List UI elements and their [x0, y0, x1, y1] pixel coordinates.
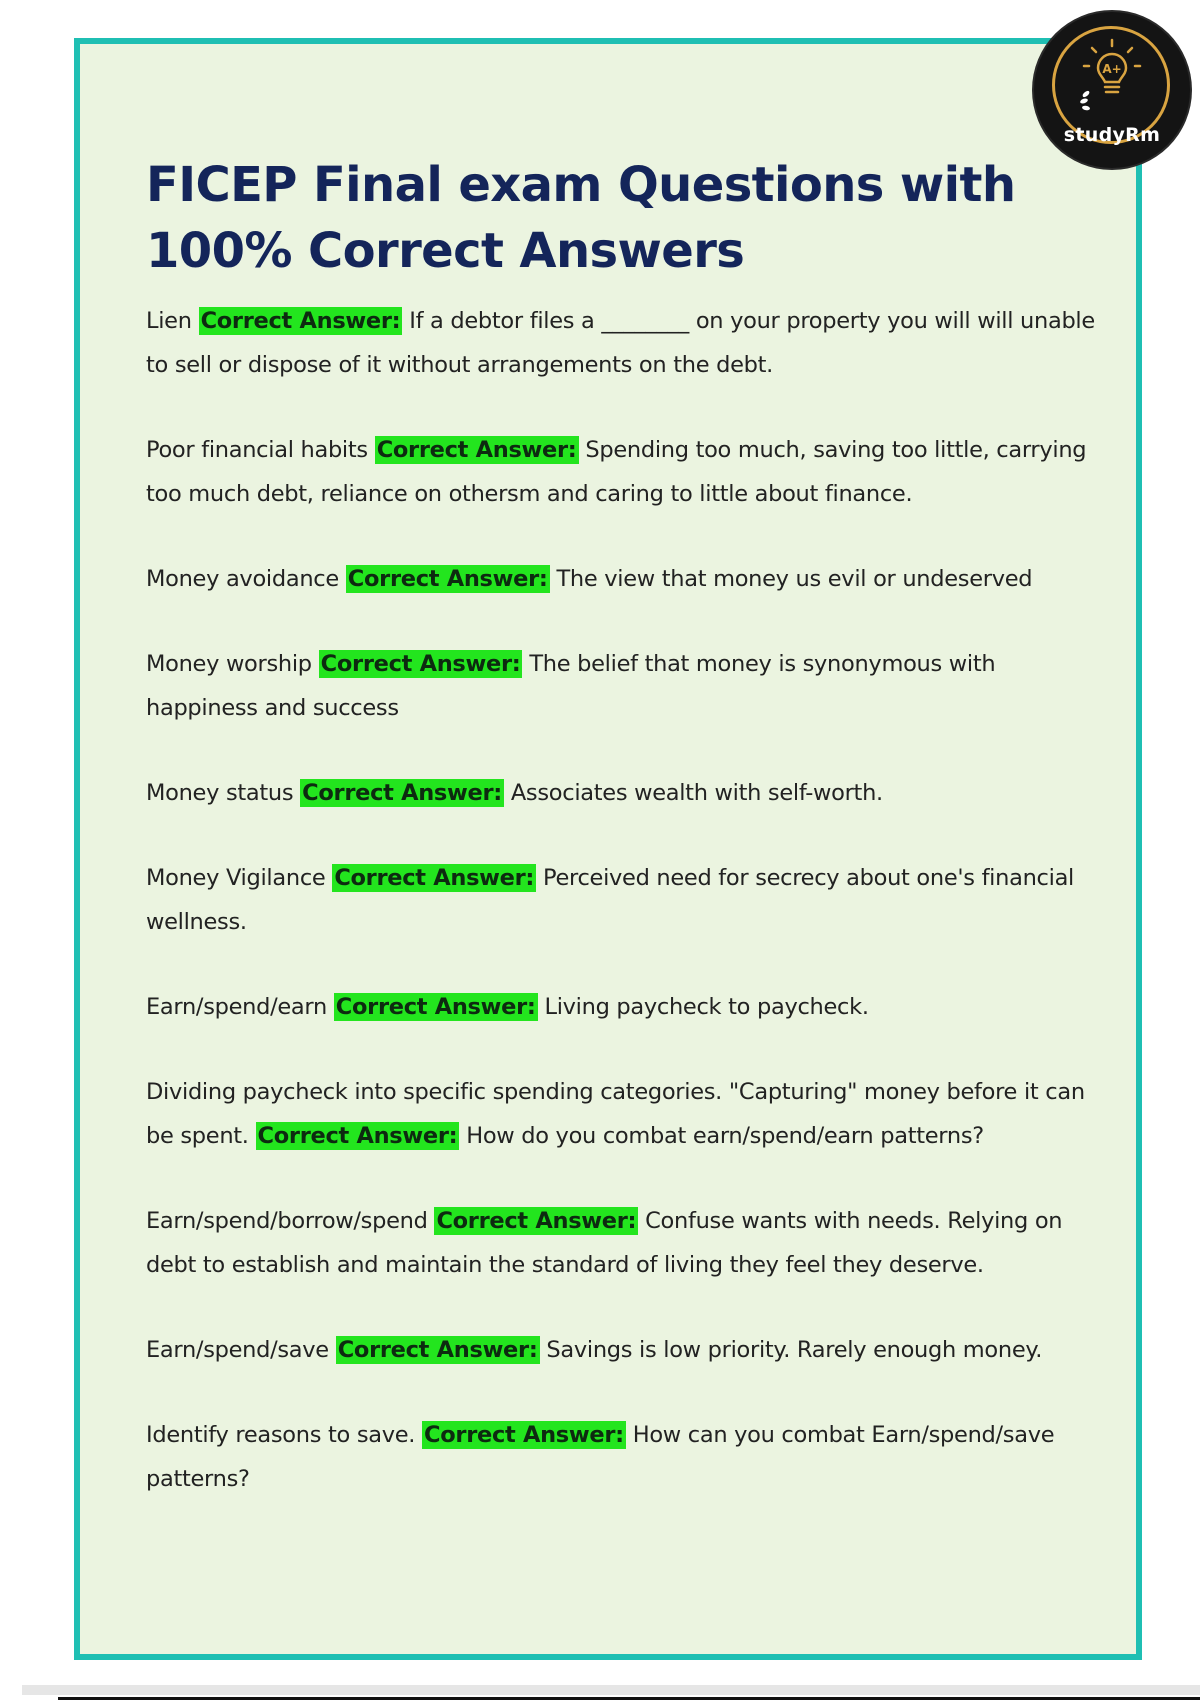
qa-item — [146, 1199, 1096, 1287]
qa-item — [146, 1070, 1096, 1158]
qa-term: Poor financial habits — [146, 437, 368, 463]
qa-item — [146, 642, 1096, 730]
correct-answer-label: Correct Answer: — [347, 566, 548, 592]
qa-term: Identify reasons to save. — [146, 1422, 416, 1448]
qa-term: Earn/spend/earn — [146, 994, 327, 1020]
qa-item — [146, 428, 1096, 516]
correct-answer-label: Correct Answer: — [334, 865, 535, 891]
qa-answer: The belief that money is synonymous with happiness and success — [146, 651, 996, 721]
page-bottom-edge — [22, 1685, 1200, 1695]
page-title: FICEP Final exam Questions with 100% Correct Answers — [146, 157, 1016, 279]
qa-item — [146, 856, 1096, 944]
qa-answer: Confuse wants with needs. Relying on debt to establish and maintain the standard of living they feel they deserve. — [146, 1208, 1063, 1278]
qa-term: Lien — [146, 308, 192, 334]
qa-term: Dividing paycheck into specific spending categories. "Capturing" money before it can be spent. — [146, 1079, 1085, 1149]
qa-answer: Savings is low priority. Rarely enough money. — [546, 1337, 1043, 1363]
qa-item — [146, 557, 1096, 601]
correct-answer-label: Correct Answer: — [424, 1422, 624, 1448]
qa-term: Money worship — [146, 651, 312, 677]
qa-term: Earn/spend/save — [146, 1337, 329, 1363]
logo-wordmark: studyRm — [1063, 124, 1161, 146]
logo-badge: A+ — [1102, 62, 1122, 76]
lightbulb-icon — [1074, 38, 1150, 118]
qa-answer: Perceived need for secrecy about one's financial wellness. — [146, 865, 1075, 935]
qa-answer: Associates wealth with self-worth. — [510, 780, 883, 806]
correct-answer-label: Correct Answer: — [320, 651, 521, 677]
correct-answer-label: Correct Answer: — [337, 1337, 538, 1363]
correct-answer-label: Correct Answer: — [257, 1123, 458, 1149]
qa-item — [146, 1328, 1096, 1372]
qa-term: Money Vigilance — [146, 865, 326, 891]
qa-item — [146, 1413, 1096, 1501]
qa-item — [146, 985, 1096, 1029]
correct-answer-label: Correct Answer: — [436, 1208, 637, 1234]
qa-answer: The view that money us evil or undeserved — [556, 566, 1033, 592]
correct-answer-label: Correct Answer: — [200, 308, 401, 334]
correct-answer-label: Correct Answer: — [376, 437, 577, 463]
correct-answer-label: Correct Answer: — [335, 994, 536, 1020]
correct-answer-label: Correct Answer: — [302, 780, 502, 806]
qa-answer: How can you combat Earn/spend/save patterns? — [146, 1422, 1055, 1492]
qa-term: Earn/spend/borrow/spend — [146, 1208, 428, 1234]
qa-answer: Living paycheck to paycheck. — [544, 994, 869, 1020]
qa-list — [146, 299, 1096, 1542]
qa-item — [146, 771, 1096, 815]
qa-answer: Spending too much, saving too little, carrying too much debt, reliance on othersm and caring to little about finance. — [146, 437, 1087, 507]
qa-item — [146, 299, 1096, 387]
qa-answer: How do you combat earn/spend/earn patterns? — [466, 1123, 984, 1149]
qa-answer: If a debtor files a ________ on your property you will will unable to sell or dispose of it without arrangements on the debt. — [146, 308, 1095, 378]
studyrm-logo — [1034, 12, 1190, 168]
qa-term: Money avoidance — [146, 566, 339, 592]
qa-term: Money status — [146, 780, 294, 806]
